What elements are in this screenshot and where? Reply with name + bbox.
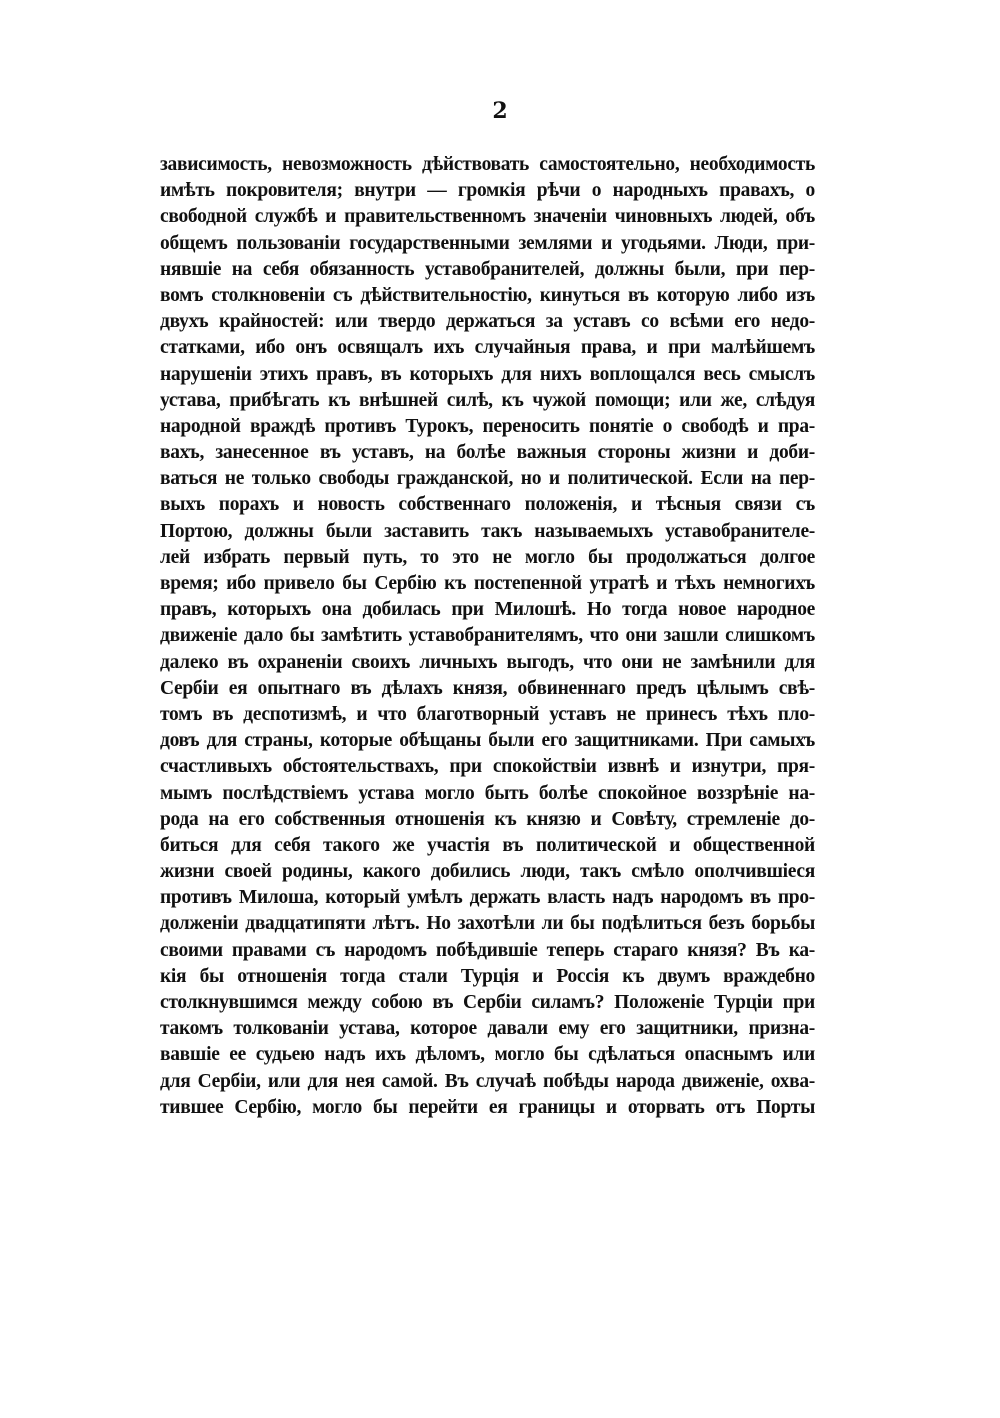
text-line: для Сербіи, или для нея самой. Въ случаѣ побѣды народа движеніе, охва- xyxy=(160,1070,815,1092)
text-line: вомъ столкновеніи съ дѣйствительностію, кинуться въ которую либо изъ xyxy=(160,284,815,306)
text-line: двухъ крайностей: или твердо держаться за уставъ со всѣми его недо- xyxy=(160,311,815,333)
text-line: вахъ, занесенное въ уставъ, на болѣе важныя стороны жизни и доби- xyxy=(160,442,815,464)
text-line: довъ для страны, которые обѣщаны были его защитниками. При самыхъ xyxy=(160,730,815,752)
text-line: общемъ пользованіи государственными землями и угодьями. Люди, при- xyxy=(160,232,815,254)
page-number: 2 xyxy=(492,98,508,124)
text-line: далеко въ охраненіи своихъ личныхъ выгодъ, что они не замѣнили для xyxy=(160,651,815,673)
text-line: томъ въ деспотизмѣ, и что благотворный уставъ не принесъ тѣхъ пло- xyxy=(160,703,815,725)
text-line: вавшіе ее судьею надъ ихъ дѣломъ, могло бы сдѣлаться опаснымъ или xyxy=(160,1044,815,1066)
text-line: тившее Сербію, могло бы перейти ея границы и оторвать отъ Порты xyxy=(160,1096,815,1118)
text-line: статками, ибо онъ освящалъ ихъ случайныя права, и при малѣйшемъ xyxy=(160,337,815,359)
text-line: своими правами съ народомъ побѣдившіе теперь стараго князя? Въ ка- xyxy=(160,939,815,961)
text-line: Портою, должны были заставить такъ называемыхъ уставобранителе- xyxy=(160,520,815,542)
text-line: кія бы отношенія тогда стали Турція и Россія къ двумъ враждебно xyxy=(160,965,815,987)
text-line: нарушеніи этихъ правъ, въ которыхъ для нихъ воплощался весь смыслъ xyxy=(160,363,815,385)
text-line: лей избрать первый путь, то это не могло бы продолжаться долгое xyxy=(160,546,815,568)
text-line: нявшіе на себя обязанность уставобранителей, должны были, при пер- xyxy=(160,258,815,280)
text-line: устава, прибѣгать къ внѣшней силѣ, къ чужой помощи; или же, слѣдуя xyxy=(160,389,815,411)
text-line: народной враждѣ противъ Турокъ, переносить понятіе о свободѣ и пра- xyxy=(160,415,815,437)
text-line: такомъ толкованіи устава, которое давали ему его защитники, призна- xyxy=(160,1018,815,1040)
text-line: жизни своей родины, какого добились люди, такъ смѣло ополчившіеся xyxy=(160,861,815,883)
text-line: свободной службѣ и правительственномъ значеніи чиновныхъ людей, объ xyxy=(160,206,815,228)
text-line: счастливыхъ обстоятельствахъ, при спокойствіи извнѣ и изнутри, пря- xyxy=(160,756,815,778)
body-text xyxy=(160,152,815,1121)
text-line: противъ Милоша, который умѣлъ держать власть надъ народомъ въ про- xyxy=(160,887,815,909)
text-line: правъ, которыхъ она добилась при Милошѣ. Но тогда новое народное xyxy=(160,599,815,621)
text-line: имѣть покровителя; внутри — громкія рѣчи о народныхъ правахъ, о xyxy=(160,180,815,202)
text-line: время; ибо привело бы Сербію къ постепенной утратѣ и тѣхъ немногихъ xyxy=(160,573,815,594)
text-line: столкнувшимся между собою въ Сербіи силамъ? Положеніе Турціи при xyxy=(160,992,815,1013)
text-line: рода на его собственныя отношенія къ князю и Совѣту, стремленіе до- xyxy=(160,808,815,830)
text-line: движеніе дало бы замѣтить уставобранителямъ, что они зашли слишкомъ xyxy=(160,625,815,647)
text-line: ваться не только свободы гражданской, но и политической. Если на пер- xyxy=(160,468,815,490)
text-line: зависимость, невозможность дѣйствовать самостоятельно, необходимость xyxy=(160,154,815,175)
text-line: Сербіи ея опытнаго въ дѣлахъ князя, обвиненнаго предъ цѣлымъ свѣ- xyxy=(160,677,815,699)
text-line: биться для себя такого же участія въ политической и общественной xyxy=(160,834,815,856)
text-line: выхъ порахъ и новость собственнаго положенія, и тѣсныя связи съ xyxy=(160,494,815,516)
text-line: долженіи двадцатипяти лѣтъ. Но захотѣли ли бы подѣлиться безъ борьбы xyxy=(160,913,815,935)
text-line: мымъ послѣдствіемъ устава могло быть болѣе спокойное воззрѣніе на- xyxy=(160,782,815,804)
